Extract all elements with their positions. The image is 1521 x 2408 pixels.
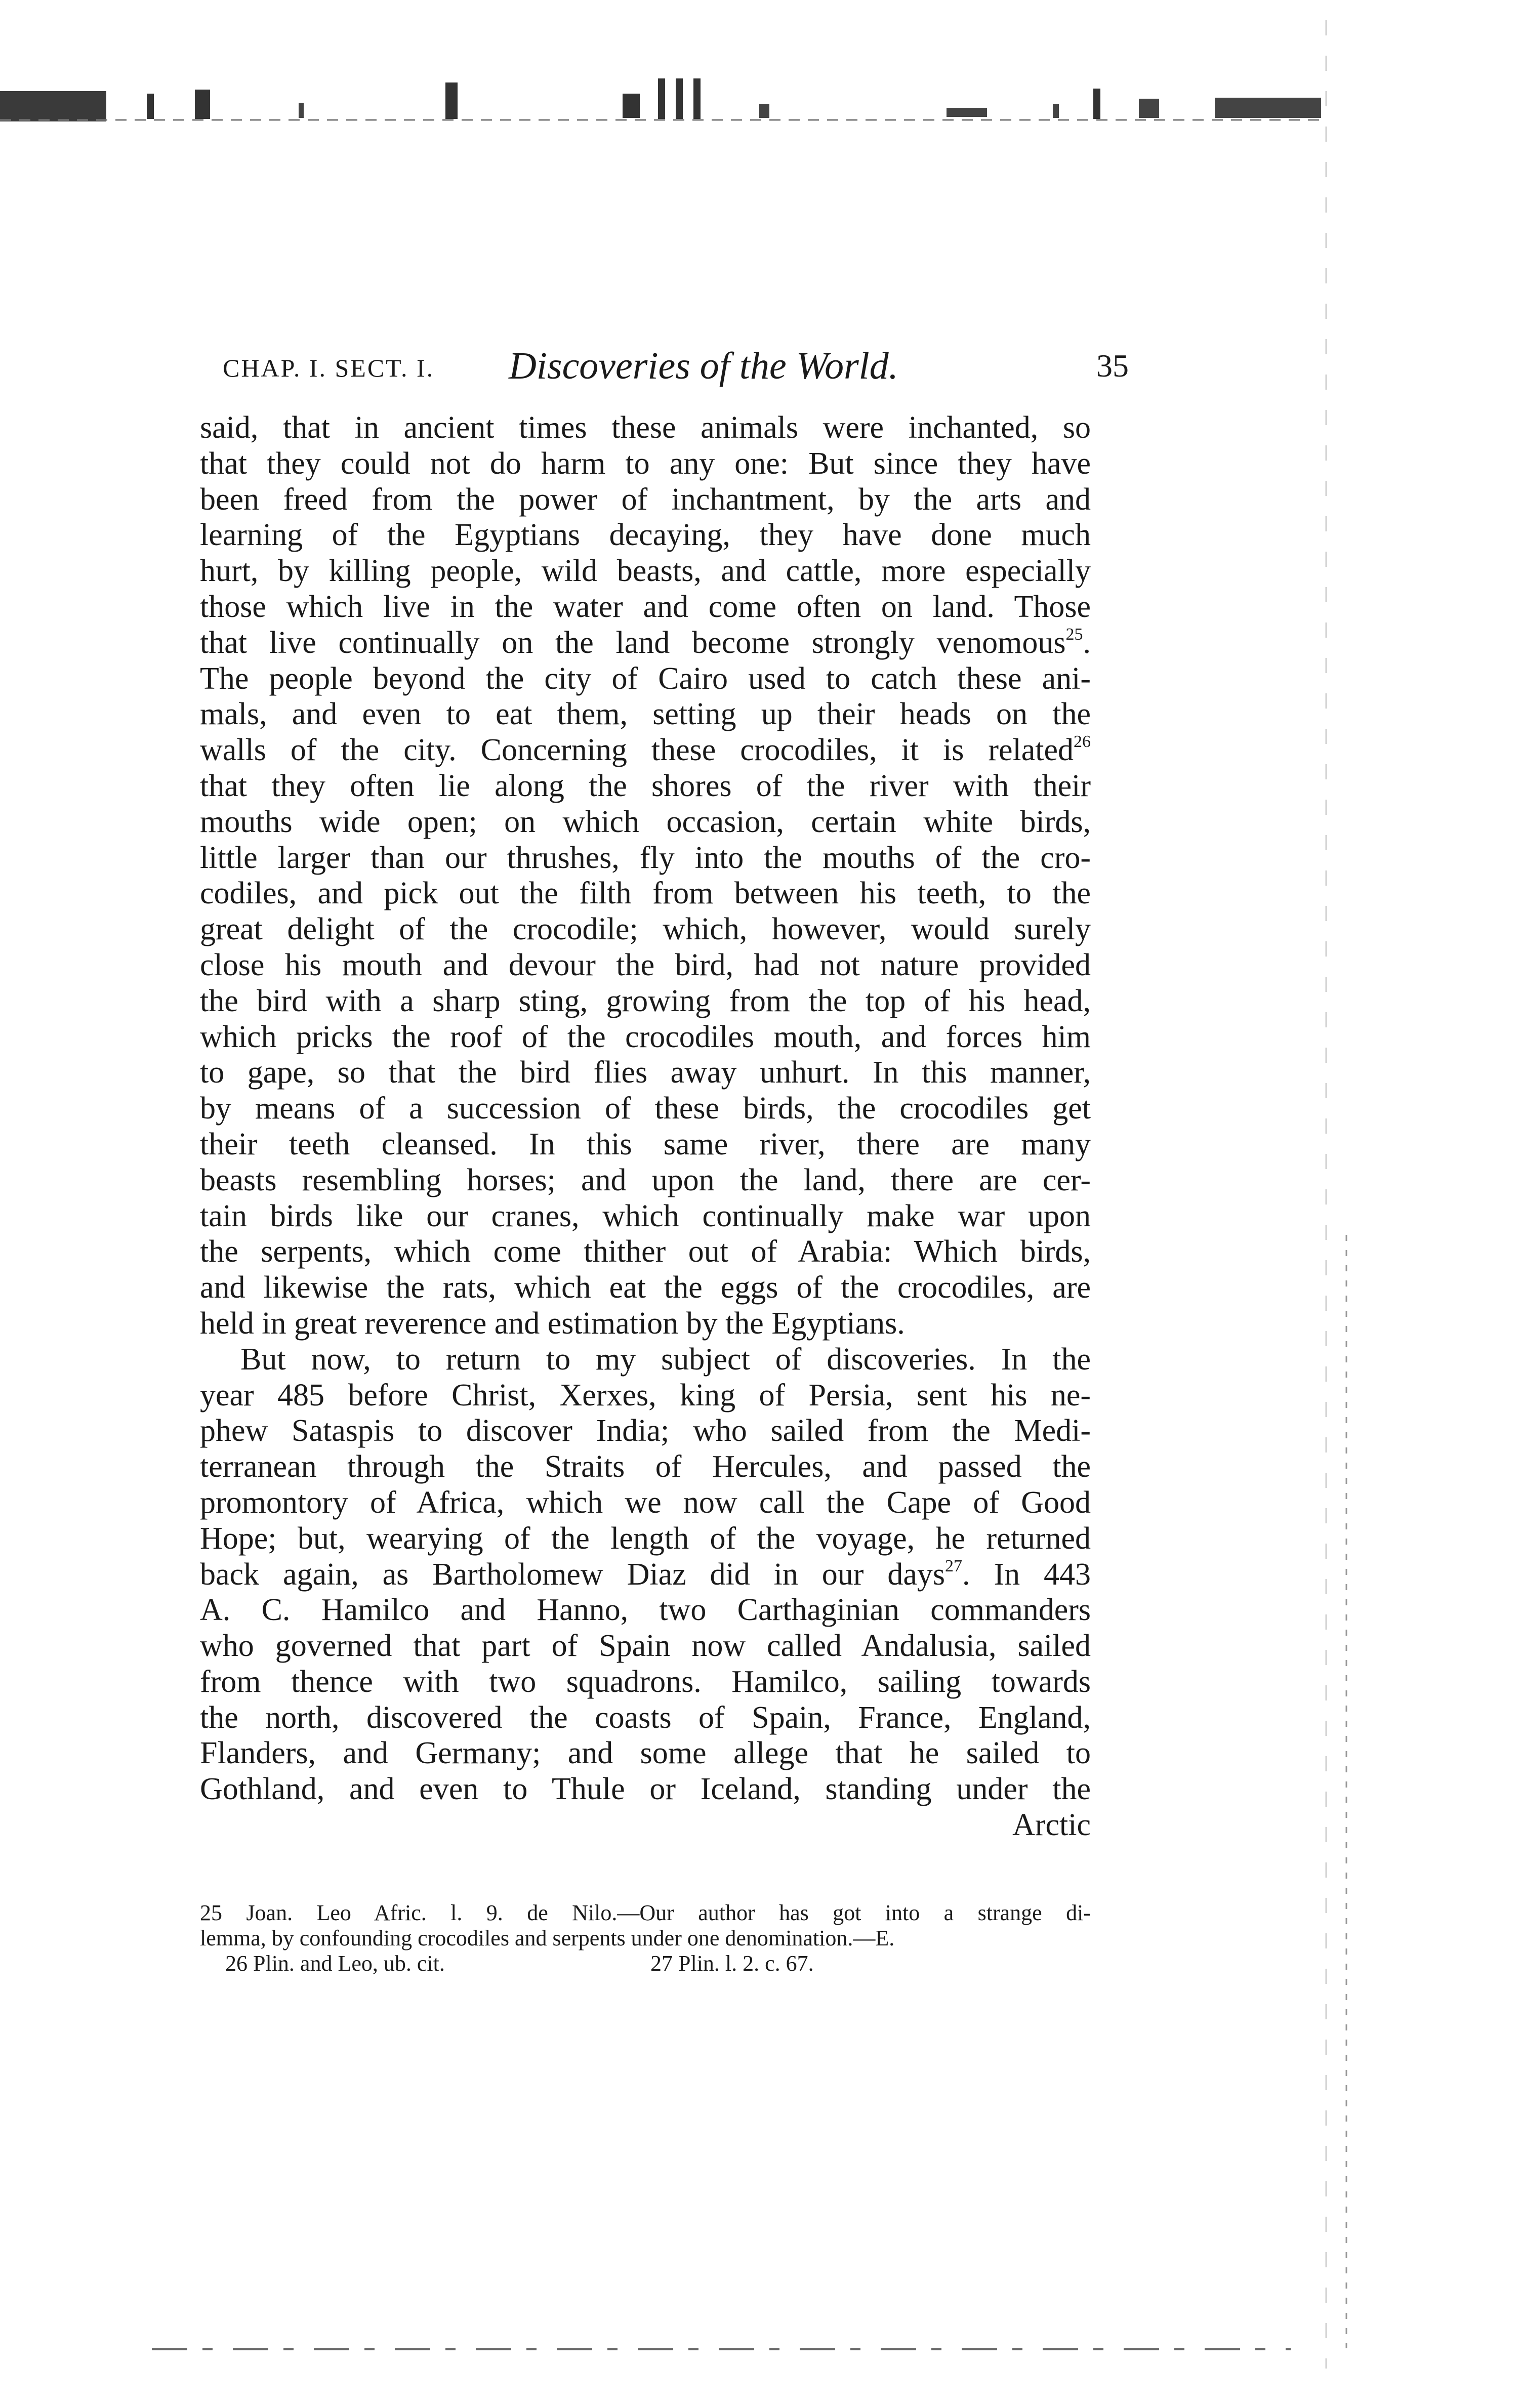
text-line — [200, 1700, 1091, 1736]
footnote-26-27-line — [200, 1951, 1091, 1976]
text-line — [200, 1664, 1091, 1700]
text-line-content: tain birds like our cranes, which continually make war upon — [200, 1198, 1091, 1233]
text-line — [200, 1342, 1091, 1378]
text-line-content: from thence with two squadrons. Hamilco, sailing towards — [200, 1664, 1091, 1699]
text-line — [200, 1449, 1091, 1485]
text-line-content: great delight of the crocodile; which, however, would surely — [200, 912, 1091, 947]
text-line-content: Flanders, and Germany; and some allege that he sailed to — [200, 1736, 1091, 1771]
text-line-content: mouths wide open; on which occasion, certain white birds, — [200, 804, 1091, 839]
text-line-tail: . — [1083, 625, 1091, 660]
text-line — [200, 732, 1091, 768]
text-line — [200, 589, 1091, 625]
text-line-content: walls of the city. Concerning these crocodiles, it is related — [200, 733, 1074, 768]
text-line — [200, 1127, 1091, 1163]
text-line — [200, 1485, 1091, 1521]
text-line-content: that they could not do harm to any one: But since they have — [200, 446, 1091, 481]
text-line-content: been freed from the power of inchantment, by the arts and — [200, 482, 1091, 517]
scan-bottom-artifact — [152, 2338, 1291, 2358]
text-line — [200, 696, 1091, 732]
text-line-content: beasts resembling horses; and upon the land, there are cer- — [200, 1163, 1091, 1197]
text-line-content: learning of the Egyptians decaying, they have done much — [200, 518, 1091, 553]
text-line-content: mals, and even to eat them, setting up their heads on the — [200, 697, 1091, 732]
running-head — [223, 344, 1129, 400]
text-line — [200, 482, 1091, 518]
text-line-content: who governed that part of Spain now called Andalusia, sailed — [200, 1629, 1091, 1664]
text-line-content: that live continually on the land become strongly venomous — [200, 625, 1066, 660]
text-line — [200, 1198, 1091, 1234]
text-line — [200, 1413, 1091, 1449]
text-line-content: Hope; but, wearying of the length of the voyage, he returned — [200, 1521, 1091, 1556]
footnote-27: 27 Plin. l. 2. c. 67. — [650, 1951, 814, 1976]
text-line — [200, 804, 1091, 840]
text-line — [200, 840, 1091, 876]
text-line-content: Arctic — [1012, 1808, 1091, 1843]
text-line — [200, 517, 1091, 553]
text-line-content: promontory of Africa, which we now call the Cape of Good — [200, 1485, 1091, 1520]
footnote-26: 26 Plin. and Leo, ub. cit. — [225, 1951, 445, 1976]
text-line — [200, 1163, 1091, 1198]
text-line-content: But now, to return to my subject of discoveries. In the — [240, 1342, 1091, 1377]
scan-top-artifact — [0, 78, 1326, 134]
text-line — [200, 1091, 1091, 1127]
footnotes — [200, 1900, 1091, 1976]
text-line-content: terranean through the Straits of Hercules, and passed the — [200, 1449, 1091, 1484]
text-line — [200, 661, 1091, 697]
text-line — [200, 947, 1091, 983]
text-line-content: The people beyond the city of Cairo used to catch these ani- — [200, 661, 1091, 696]
footnote-ref: 26 — [1074, 732, 1091, 752]
text-line-content: the bird with a sharp sting, growing from the top of his head, — [200, 983, 1091, 1018]
footnote-25-line-2: lemma, by confounding crocodiles and serpents under one denomination.—E. — [200, 1926, 895, 1950]
text-line-content: codiles, and pick out the filth from between his teeth, to the — [200, 876, 1091, 911]
text-line — [200, 1557, 1091, 1593]
text-line — [200, 983, 1091, 1019]
text-line — [200, 1378, 1091, 1414]
text-line — [200, 1771, 1091, 1807]
text-line — [200, 410, 1091, 446]
text-line-tail: . In 443 — [962, 1557, 1091, 1592]
chapter-section-label: CHAP. I. SECT. I. — [223, 354, 435, 382]
text-line-content: held in great reverence and estimation by the Egyptians. — [200, 1306, 905, 1341]
text-line-content: year 485 before Christ, Xerxes, king of Persia, sent his ne- — [200, 1378, 1091, 1413]
text-line-content: Gothland, and even to Thule or Iceland, standing under the — [200, 1772, 1091, 1807]
text-line — [200, 625, 1091, 661]
text-line — [200, 1735, 1091, 1771]
text-line — [200, 553, 1091, 589]
text-line — [200, 911, 1091, 947]
page-number: 35 — [1096, 348, 1129, 384]
text-line — [200, 1521, 1091, 1557]
running-title: Discoveries of the World. — [509, 345, 898, 387]
text-line-content: their teeth cleansed. In this same river, there are many — [200, 1127, 1091, 1161]
text-line-content: little larger than our thrushes, fly into the mouths of the cro- — [200, 840, 1091, 875]
text-line-content: and likewise the rats, which eat the eggs of the crocodiles, are — [200, 1270, 1091, 1305]
footnote-ref: 27 — [945, 1556, 963, 1575]
text-line-content: A. C. Hamilco and Hanno, two Carthaginian commanders — [200, 1593, 1091, 1628]
text-line-content: the serpents, which come thither out of Arabia: Which birds, — [200, 1234, 1091, 1269]
text-line — [200, 1019, 1091, 1055]
body-text — [200, 410, 1091, 1843]
text-line-content: the north, discovered the coasts of Spain, France, England, — [200, 1700, 1091, 1735]
text-line — [200, 1270, 1091, 1306]
text-line-content: said, that in ancient times these animals were inchanted, so — [200, 410, 1091, 445]
text-line — [200, 876, 1091, 911]
text-line-content: close his mouth and devour the bird, had not nature provided — [200, 947, 1091, 982]
text-line — [200, 768, 1091, 804]
text-line — [200, 1592, 1091, 1628]
text-line-content: phew Sataspis to discover India; who sailed from the Medi- — [200, 1414, 1091, 1448]
scan-right-edge-artifact — [1291, 20, 1362, 2369]
text-line-content: by means of a succession of these birds, the crocodiles get — [200, 1091, 1091, 1126]
catchword — [200, 1807, 1091, 1843]
text-line-content: that they often lie along the shores of the river with their — [200, 768, 1091, 803]
footnote-25-line-1: 25 Joan. Leo Afric. l. 9. de Nilo.—Our author has got into a strange di- — [200, 1900, 1091, 1925]
text-line-content: which pricks the roof of the crocodiles mouth, and forces him — [200, 1019, 1091, 1054]
text-line-content: those which live in the water and come often on land. Those — [200, 589, 1091, 624]
text-line-content: hurt, by killing people, wild beasts, and cattle, more especially — [200, 554, 1091, 589]
text-line — [200, 1306, 1091, 1342]
text-line — [200, 446, 1091, 482]
footnote-ref: 25 — [1065, 625, 1083, 644]
text-line-content: back again, as Bartholomew Diaz did in our days — [200, 1557, 946, 1592]
text-line — [200, 1234, 1091, 1270]
text-line-content: to gape, so that the bird flies away unhurt. In this manner, — [200, 1055, 1091, 1090]
text-line — [200, 1628, 1091, 1664]
text-line — [200, 1055, 1091, 1091]
